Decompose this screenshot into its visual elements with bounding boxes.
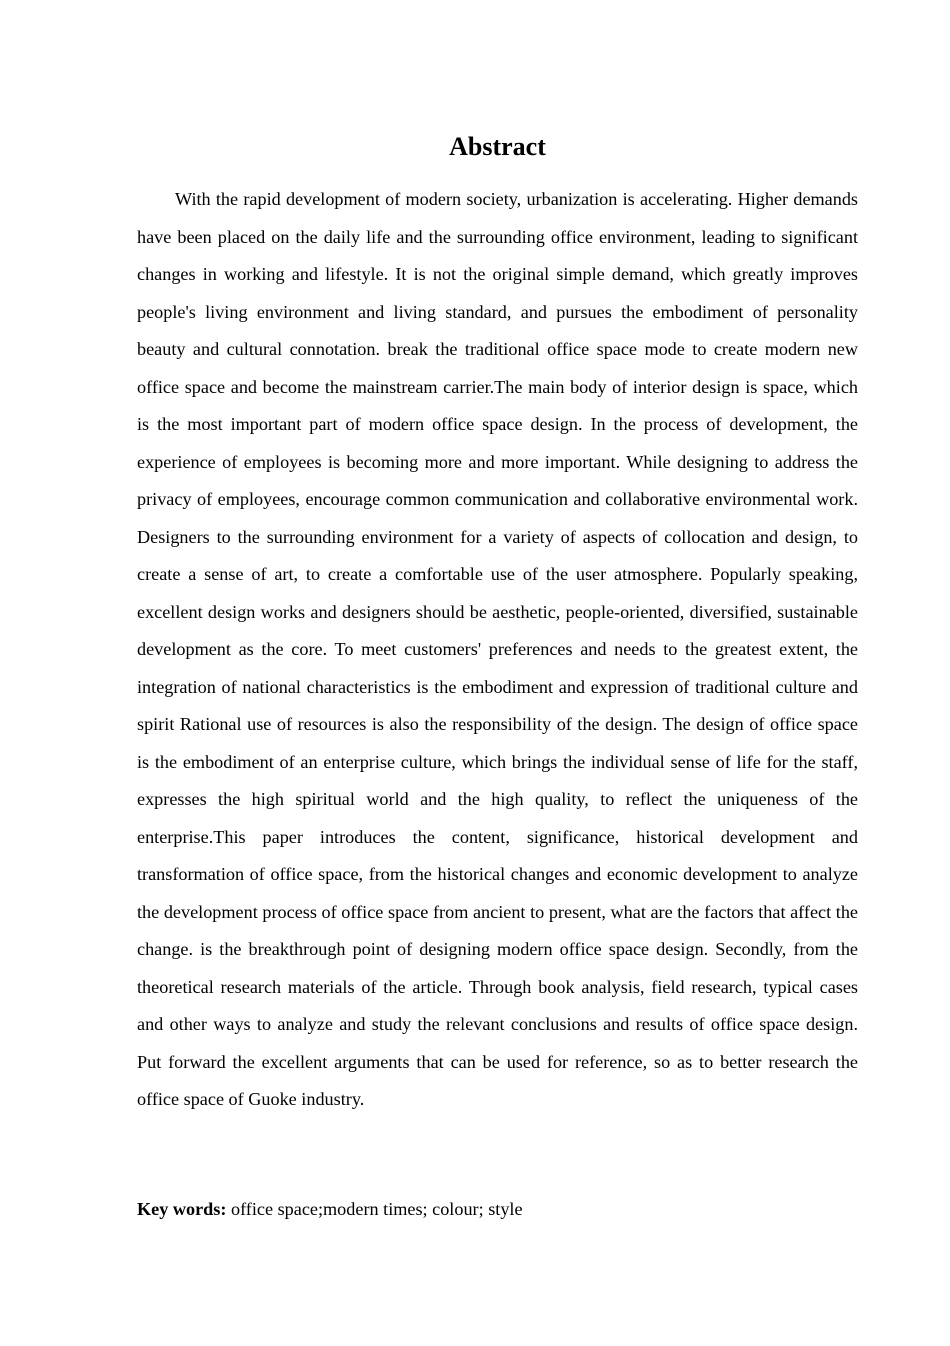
keywords-label: Key words: (137, 1199, 227, 1219)
keywords-line (137, 1192, 858, 1226)
abstract-body: With the rapid development of modern society, urbanization is accelerating. Higher demands have been placed on the daily life and the surrounding office environment, leading to significant changes in working and lifestyle. It is not the original simple demand, which greatly improves people's living environment and living standard, and pursues the embodiment of personality beauty and cultural connotation. break the traditional office space mode to create modern new office space and become the mainstream carrier.The main body of interior design is space, which is the most important part of modern office space design. In the process of development, the experience of employees is becoming more and more important. While designing to address the privacy of employees, encourage common communication and collaborative environmental work. Designers to the surrounding environment for a variety of aspects of collocation and design, to create a sense of art, to create a comfortable use of the user atmosphere. Popularly speaking, excellent design works and designers should be aesthetic, people-oriented, diversified, sustainable development as the core. To meet customers' preferences and needs to the greatest extent, the integration of national characteristics is the embodiment and expression of traditional culture and spirit Rational use of resources is also the responsibility of the design. The design of office space is the embodiment of an enterprise culture, which brings the individual sense of life for the staff, expresses the high spiritual world and the high quality, to reflect the uniqueness of the enterprise.This paper introduces the content, significance, historical development and transformation of office space, from the historical changes and economic development to analyze the development process of office space from ancient to present, what are the factors that affect the change. is the breakthrough point of designing modern office space design. Secondly, from the theoretical research materials of the article. Through book analysis, field research, typical cases and other ways to analyze and study the relevant conclusions and results of office space design. Put forward the excellent arguments that can be used for reference, so as to better research the office space of Guoke industry. (137, 189, 858, 1109)
abstract-title: Abstract (449, 132, 546, 161)
keywords-value: office space;modern times; colour; style (230, 1199, 523, 1219)
